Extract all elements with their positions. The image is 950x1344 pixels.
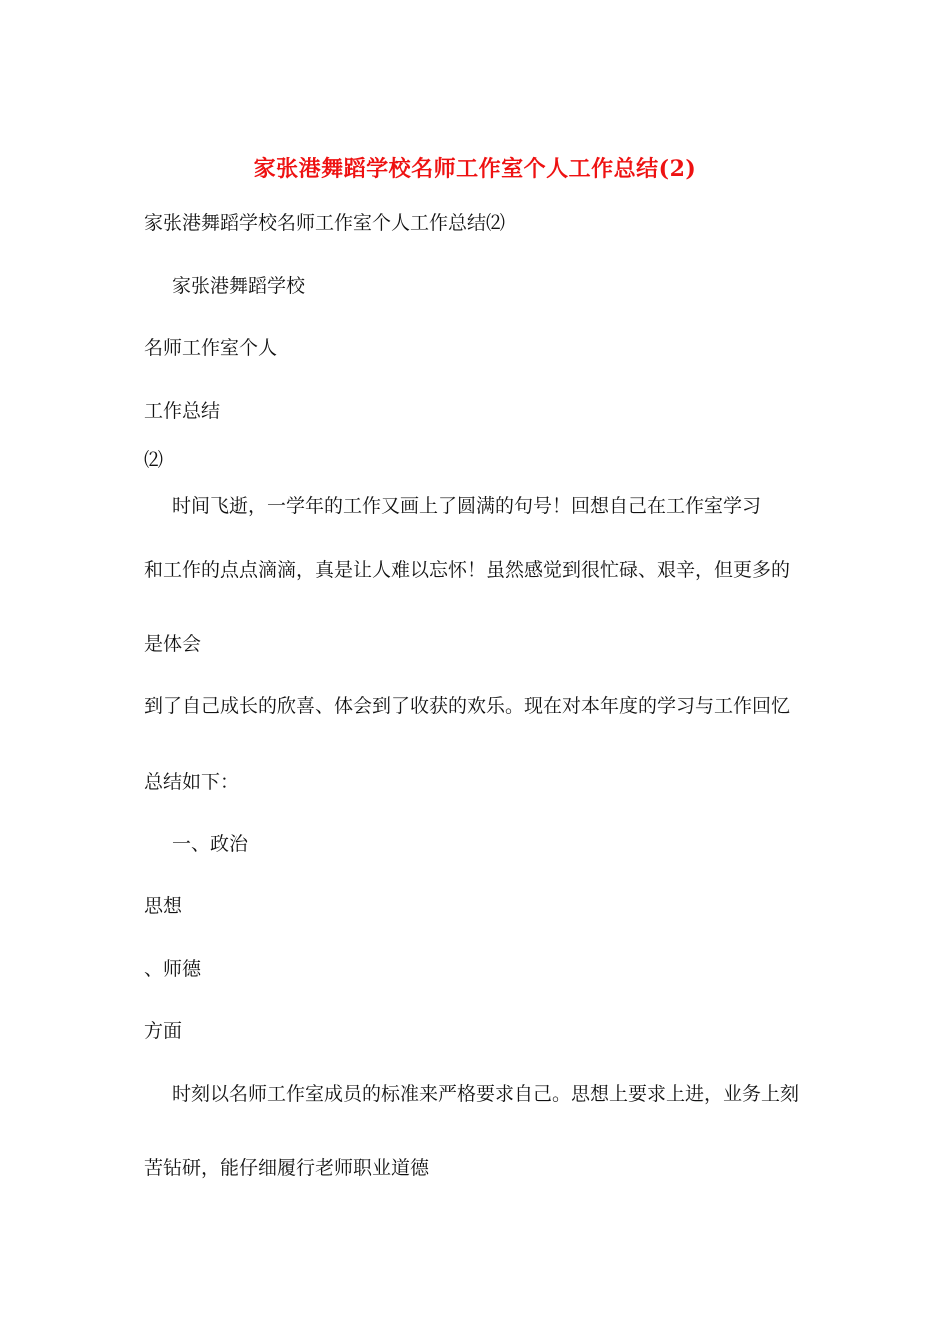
text-line: ⑵ <box>144 449 164 471</box>
section-heading-line: 、师德 <box>144 958 202 980</box>
section-heading-line: 思想 <box>144 895 183 917</box>
text-line: 名师工作室个人 <box>144 337 278 359</box>
paragraph-line: 到了自己成长的欣喜、体会到了收获的欢乐。现在对本年度的学习与工作回忆 <box>144 695 791 717</box>
document-title: 家张港舞蹈学校名师工作室个人工作总结(2) <box>253 156 697 182</box>
text-line: 家张港舞蹈学校 <box>172 275 306 297</box>
text-line: 工作总结 <box>144 400 221 422</box>
paragraph-line: 和工作的点点滴滴，真是让人难以忘怀！虽然感觉到很忙碌、艰辛，但更多的 <box>144 559 791 581</box>
paragraph-line: 是体会 <box>144 633 202 655</box>
paragraph-line: 时间飞逝，一学年的工作又画上了圆满的句号！回想自己在工作室学习 <box>172 495 762 517</box>
paragraph-line: 苦钻研，能仔细履行老师职业道德 <box>144 1157 430 1179</box>
paragraph-line: 时刻以名师工作室成员的标准来严格要求自己。思想上要求上进，业务上刻 <box>172 1083 800 1105</box>
paragraph-line: 总结如下： <box>144 771 240 793</box>
section-heading-line: 一、政治 <box>172 833 249 855</box>
section-heading-line: 方面 <box>144 1020 183 1042</box>
subtitle-line: 家张港舞蹈学校名师工作室个人工作总结⑵ <box>144 212 506 234</box>
